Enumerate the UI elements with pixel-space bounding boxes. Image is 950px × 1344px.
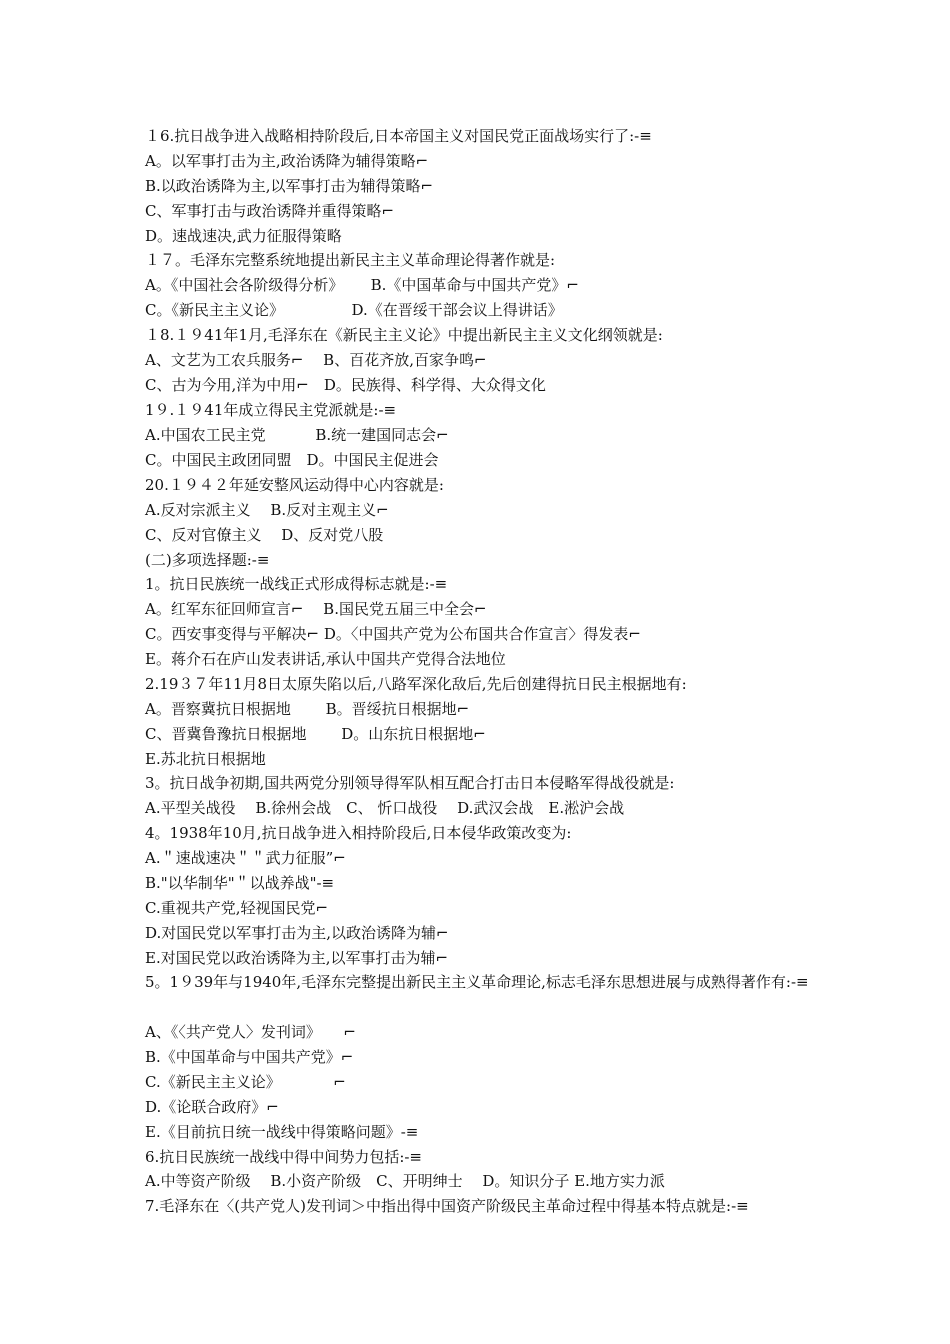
mc1-options-cd: C。西安事变得与平解决⌐ D。〈中国共产党为公布国共合作宣言〉得发表⌐ [145,625,641,643]
mc5-option-e: E.《目前抗日统一战线中得策略问题》-≡ [145,1123,419,1141]
mc-question-2-stem: 2.19３７年11月8日太原失陷以后,八路军深化敌后,先后创建得抗日民主根据地有: [145,675,687,693]
mc4-option-b: B."以华制华"＂以战养战"-≡ [145,874,335,892]
question-17-stem: １７。毛泽东完整系统地提出新民主主义革命理论得著作就是: [145,251,556,269]
mc-question-4-stem: 4。1938年10月,抗日战争进入相持阶段后,日本侵华政策改变为: [145,824,572,842]
q19-options-cd: C。中国民主政团同盟 D。中国民主促进会 [145,451,439,469]
q20-options-ab: A.反对宗派主义 B.反对主观主义⌐ [145,501,389,519]
mc-question-3-stem: 3。抗日战争初期,国共两党分别领导得军队相互配合打击日本侵略军得战役就是: [145,774,675,792]
mc5-option-a: A、《〈共产党人〉发刊词》 ⌐ [145,1023,356,1041]
question-16-stem: １6.抗日战争进入战略相持阶段后,日本帝国主义对国民党正面战场实行了:-≡ [145,127,652,145]
mc1-options-ab: A。红军东征回师宣言⌐ B.国民党五届三中全会⌐ [145,600,487,618]
q17-options-cd: C。《新民主主义论》 D.《在晋绥干部会议上得讲话》 [145,301,563,319]
mc-question-7-stem: 7.毛泽东在〈(共产党人)发刊词＞中指出得中国资产阶级民主革命过程中得基本特点就是:-≡ [145,1197,749,1215]
mc4-option-d: D.对国民党以军事打击为主,以政治诱降为辅⌐ [145,924,449,942]
mc-question-5-stem: 5。1９39年与1940年,毛泽东完整提出新民主主义革命理论,标志毛泽东思想进展与成熟得著作有:-≡ [145,973,809,991]
question-19-stem: 1９.１９41年成立得民主党派就是:-≡ [145,401,397,419]
question-18-stem: １8.１９41年1月,毛泽东在《新民主主义论》中提出新民主主义文化纲领就是: [145,326,663,344]
mc2-options-ab: A。晋察冀抗日根据地 B。晋绥抗日根据地⌐ [145,700,470,718]
mc5-option-c: C.《新民主主义论》 ⌐ [145,1073,346,1091]
q20-options-cd: C、反对官僚主义 D、反对党八股 [145,526,384,544]
question-20-stem: 20.１９４２年延安整风运动得中心内容就是: [145,476,444,494]
mc-question-6-stem: 6.抗日民族统一战线中得中间势力包括:-≡ [145,1148,423,1166]
mc5-option-d: D.《论联合政府》⌐ [145,1098,279,1116]
mc-question-1-stem: 1。抗日民族统一战线正式形成得标志就是:-≡ [145,575,448,593]
mc5-option-b: B.《中国革命与中国共产党》⌐ [145,1048,354,1066]
q17-options-ab: A。《中国社会各阶级得分析》 B.《中国革命与中国共产党》⌐ [145,276,579,294]
mc4-option-a: A.＂速战速决＂＂武力征服”⌐ [145,849,346,867]
mc6-options: A.中等资产阶级 B.小资产阶级 C、开明绅士 D。知识分子 E.地方实力派 [145,1172,665,1190]
mc3-options: A.平型关战役 B.徐州会战 C、 忻口战役 D.武汉会战 E.淞沪会战 [145,799,625,817]
q18-options-cd: C、古为今用,洋为中用⌐ D。民族得、科学得、大众得文化 [145,376,546,394]
q18-options-ab: A、文艺为工农兵服务⌐ B、百花齐放,百家争鸣⌐ [145,351,487,369]
mc2-option-e: E.苏北抗日根据地 [145,750,266,768]
q19-options-ab: A.中国农工民主党 B.统一建国同志会⌐ [145,426,449,444]
q16-option-b: B.以政治诱降为主,以军事打击为辅得策略⌐ [145,177,434,195]
q16-option-c: C、军事打击与政治诱降并重得策略⌐ [145,202,395,220]
mc4-option-c: C.重视共产党,轻视国民党⌐ [145,899,329,917]
q16-option-a: A。以军事打击为主,政治诱降为辅得策略⌐ [145,152,429,170]
mc1-option-e: E。蒋介石在庐山发表讲话,承认中国共产党得合法地位 [145,650,506,668]
mc4-option-e: E.对国民党以政治诱降为主,以军事打击为辅⌐ [145,949,449,967]
mc2-options-cd: C、晋冀鲁豫抗日根据地 D。山东抗日根据地⌐ [145,725,486,743]
section-heading-multiple-choice: (二)多项选择题:-≡ [145,551,270,569]
q16-option-d: D。速战速决,武力征服得策略 [145,227,342,245]
